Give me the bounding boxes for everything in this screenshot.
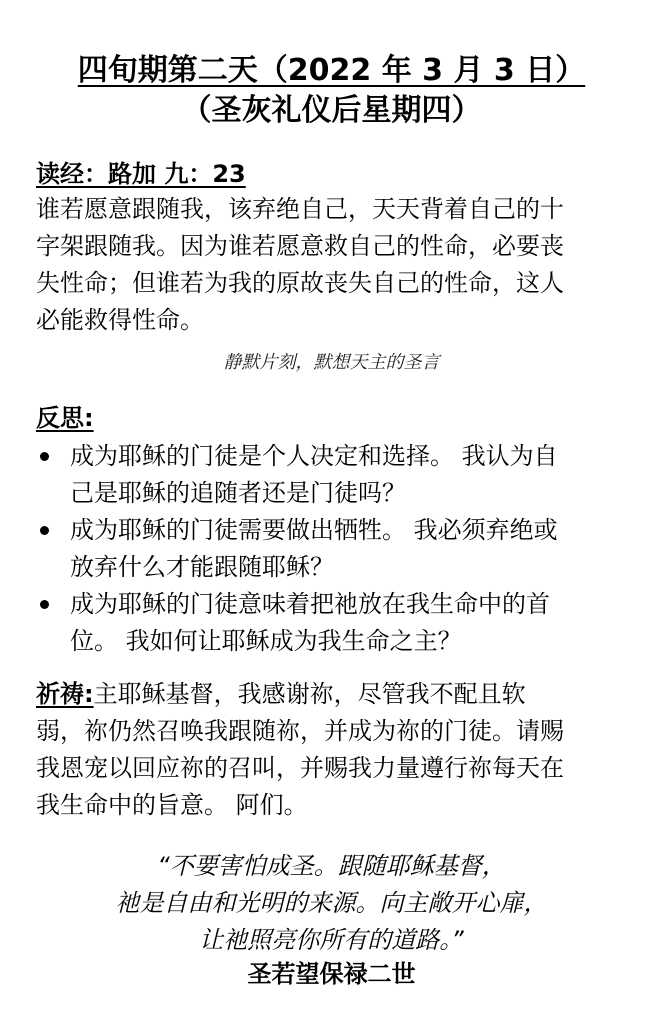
reflection-item-line: 放弃什么才能跟随耶稣？ <box>70 553 334 581</box>
reflection-list <box>36 438 646 660</box>
page-title <box>0 52 663 90</box>
quote-line: “不要害怕成圣。跟随耶稣基督， <box>157 852 506 880</box>
reading-line: 谁若愿意跟随我，该弃绝自己，天天背着自己的十 <box>36 195 564 223</box>
page-subtitle: （圣灰礼仪后星期四） <box>181 93 482 128</box>
reading-heading <box>36 158 246 190</box>
reading-line: 必能救得性命。 <box>36 306 204 334</box>
prayer-line: 弱，祢仍然召唤我跟随祢，并成为祢的门徒。请赐 <box>36 717 564 745</box>
reading-line: 失性命；但谁若为我的原故丧失自己的性命，这人 <box>36 269 564 297</box>
quote-line: 祂是自由和光明的来源。向主敞开心扉， <box>115 889 548 917</box>
reflection-item-line: 成为耶稣的门徒意味着把祂放在我生命中的首 <box>70 590 550 618</box>
prayer-text <box>36 676 636 824</box>
reflection-item <box>36 438 646 512</box>
reading-line: 字架跟随我。因为谁若愿意救自己的性命，必要丧 <box>36 232 564 260</box>
reflection-item-line: 位。 我如何让耶稣成为我生命之主？ <box>70 627 462 655</box>
reflection-item-line: 成为耶稣的门徒需要做出牺牲。 我必须弃绝或 <box>70 516 558 544</box>
bullet-icon <box>40 526 49 535</box>
reading-text <box>36 191 636 339</box>
reflection-heading <box>36 402 94 434</box>
prayer-line: 我恩宠以回应祢的召叫，并赐我力量遵行祢每天在 <box>36 754 564 782</box>
reflection-label: 反思: <box>36 404 94 432</box>
prayer-label: 祈祷: <box>36 680 94 708</box>
quote-block <box>0 848 663 959</box>
page-title-text: 四旬期第二天（2022 年 3 月 3 日） <box>77 53 586 88</box>
reflection-item-line: 己是耶稣的追随者还是门徒吗？ <box>70 479 406 507</box>
prayer-first-line <box>36 676 636 713</box>
quote-line: 让祂照亮你所有的道路。” <box>199 926 464 954</box>
reading-label: 读经：路加 九：23 <box>36 160 246 188</box>
quote-author: 圣若望保禄二世 <box>247 960 416 988</box>
reflection-item <box>36 586 646 660</box>
prayer-first-line-text: 主耶稣基督，我感谢祢，尽管我不配且软 <box>93 680 526 708</box>
silence-note: 静默片刻，默想天主的圣言 <box>223 352 440 373</box>
bullet-icon <box>40 452 49 461</box>
reflection-item-line: 成为耶稣的门徒是个人决定和选择。 我认为自 <box>70 442 558 470</box>
reflection-item <box>36 512 646 586</box>
prayer-line: 我生命中的旨意。 阿们。 <box>36 791 308 819</box>
bullet-icon <box>40 600 49 609</box>
